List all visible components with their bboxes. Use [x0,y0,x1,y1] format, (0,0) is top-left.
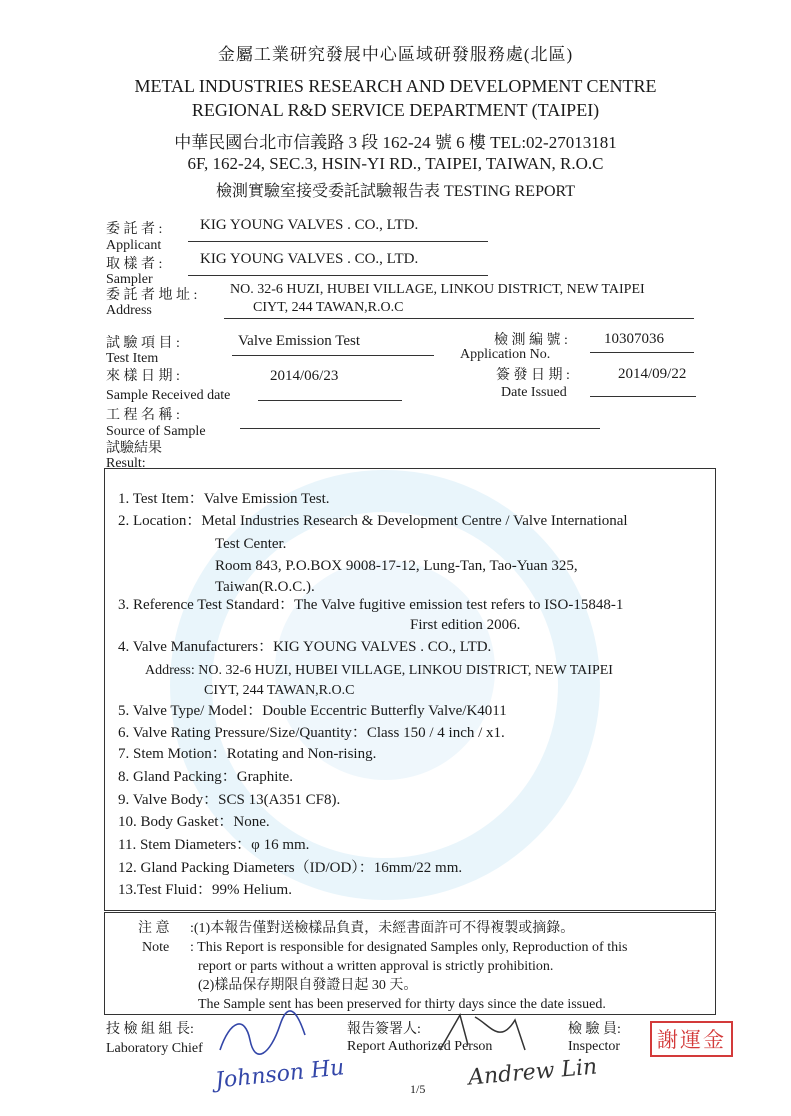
result-line-2b: Test Center. [215,536,287,552]
application-no-label-zh: 檢 測 編 號 : [494,333,568,348]
result-line-5: 5. Valve Type/ Model：Double Eccentric Butterfly Valve/K4011 [118,703,507,719]
address-value-2: CIYT, 244 TAWAN,R.O.C [253,300,404,315]
source-label-zh: 工 程 名 稱 : [106,408,180,423]
inspector-label-en: Inspector [568,1039,621,1054]
note-en-3: The Sample sent has been preserved for thirty days since the date issued. [198,997,606,1012]
received-value: 2014/06/23 [270,368,339,384]
chief-signature-scribble [210,1010,310,1060]
result-line-7: 7. Stem Motion：Rotating and Non-rising. [118,746,377,762]
sampler-value: KIG YOUNG VALVES . CO., LTD. [200,251,419,267]
result-line-4: 4. Valve Manufacturers：KIG YOUNG VALVES . CO., LTD. [118,639,492,655]
received-label-zh: 來 樣 日 期 : [106,369,180,384]
address-zh: 中華民國台北市信義路 3 段 162-24 號 6 樓 TEL:02-27013181 [174,133,617,152]
test-item-value: Valve Emission Test [238,333,360,349]
authorized-signature-scribble [430,1005,540,1060]
result-line-13: 13.Test Fluid：99% Helium. [118,882,292,898]
result-line-1: 1. Test Item：Valve Emission Test. [118,491,330,507]
result-line-3a: 3. Reference Test Standard：The Valve fugitive emission test refers to ISO-15848-1 [118,597,624,613]
address-value-1: NO. 32-6 HUZI, HUBEI VILLAGE, LINKOU DISTRICT, NEW TAIPEI [230,282,645,297]
result-line-2c: Room 843, P.O.BOX 9008-17-12, Lung-Tan, Tao-Yuan 325, [215,558,578,574]
result-line-11: 11. Stem Diameters：φ 16 mm. [118,837,310,853]
inspector-seal: 謝運金 [650,1021,733,1057]
result-line-4-address-2: CIYT, 244 TAWAN,R.O.C [204,683,355,698]
test-item-label-en: Test Item [106,351,159,366]
note-label-zh: 注 意 [138,921,170,936]
note-label-en: Note [142,940,170,955]
address-label-zh: 委 託 者 地 址 : [106,288,198,303]
chief-label-en: Laboratory Chief [106,1041,203,1056]
result-line-8: 8. Gland Packing：Graphite. [118,769,293,785]
result-line-4-address-1: Address: NO. 32-6 HUZI, HUBEI VILLAGE, LINKOU DISTRICT, NEW TAIPEI [145,663,613,678]
applicant-label-en: Applicant [106,238,162,253]
applicant-value: KIG YOUNG VALVES . CO., LTD. [200,217,419,233]
note-zh-1: :(1)本報告僅對送檢樣品負責，未經書面許可不得複製或摘錄。 [190,921,575,936]
result-line-3b: First edition 2006. [410,617,521,633]
org-name-en-2: REGIONAL R&D SERVICE DEPARTMENT (TAIPEI) [191,100,600,120]
address-en: 6F, 162-24, SEC.3, HSIN-YI RD., TAIPEI, TAIWAN, R.O.C [187,154,604,173]
result-line-6: 6. Valve Rating Pressure/Size/Quantity：Class 150 / 4 inch / x1. [118,725,505,741]
result-line-2d: Taiwan(R.O.C.). [215,579,315,595]
source-label-en: Source of Sample [106,424,206,439]
applicant-label-zh: 委 託 者 : [106,222,163,237]
test-item-label-zh: 試 驗 項 目 : [106,336,180,351]
result-line-10: 10. Body Gasket：None. [118,814,270,830]
authorized-signature: Andrew Lin [467,1054,599,1091]
sampler-label-zh: 取 樣 者 : [106,257,163,272]
issued-label-en: Date Issued [501,385,567,400]
sampler-label-en: Sampler [106,272,153,287]
note-en-1: : This Report is responsible for designated Samples only, Reproduction of this [190,940,628,955]
chief-signature: Johnson Hu [214,1055,346,1094]
org-name-en-1: METAL INDUSTRIES RESEARCH AND DEVELOPMENT CENTRE [134,76,657,96]
result-line-9: 9. Valve Body：SCS 13(A351 CF8). [118,792,341,808]
result-label-zh: 試驗結果 [106,441,162,456]
received-label-en: Sample Received date [106,388,231,403]
inspector-label-zh: 檢 驗 員: [568,1022,621,1037]
authorized-label-en: Report Authorized Person [347,1039,493,1054]
issued-label-zh: 簽 發 日 期 : [496,368,570,383]
note-zh-2: (2)樣品保存期限自發證日起 30 天。 [198,978,418,993]
note-en-2: report or parts without a written approval is strictly prohibition. [198,959,554,974]
address-label-en: Address [106,303,152,318]
application-no-value: 10307036 [604,331,664,347]
org-name-zh: 金屬工業研究發展中心區域研發服務處(北區) [217,45,574,64]
chief-label-zh: 技 檢 組 組 長: [106,1022,194,1037]
page-number: 1/5 [410,1082,426,1096]
authorized-label-zh: 報告簽署人: [347,1022,421,1037]
result-line-2a: 2. Location：Metal Industries Research & Development Centre / Valve International [118,513,628,529]
application-no-label-en: Application No. [460,347,551,362]
result-label-en: Result: [106,456,146,471]
report-title: 檢測實驗室接受委託試驗報告表 TESTING REPORT [215,183,576,200]
issued-value: 2014/09/22 [618,366,687,382]
result-line-12: 12. Gland Packing Diameters（ID/OD）：16mm/22 mm. [118,860,463,876]
